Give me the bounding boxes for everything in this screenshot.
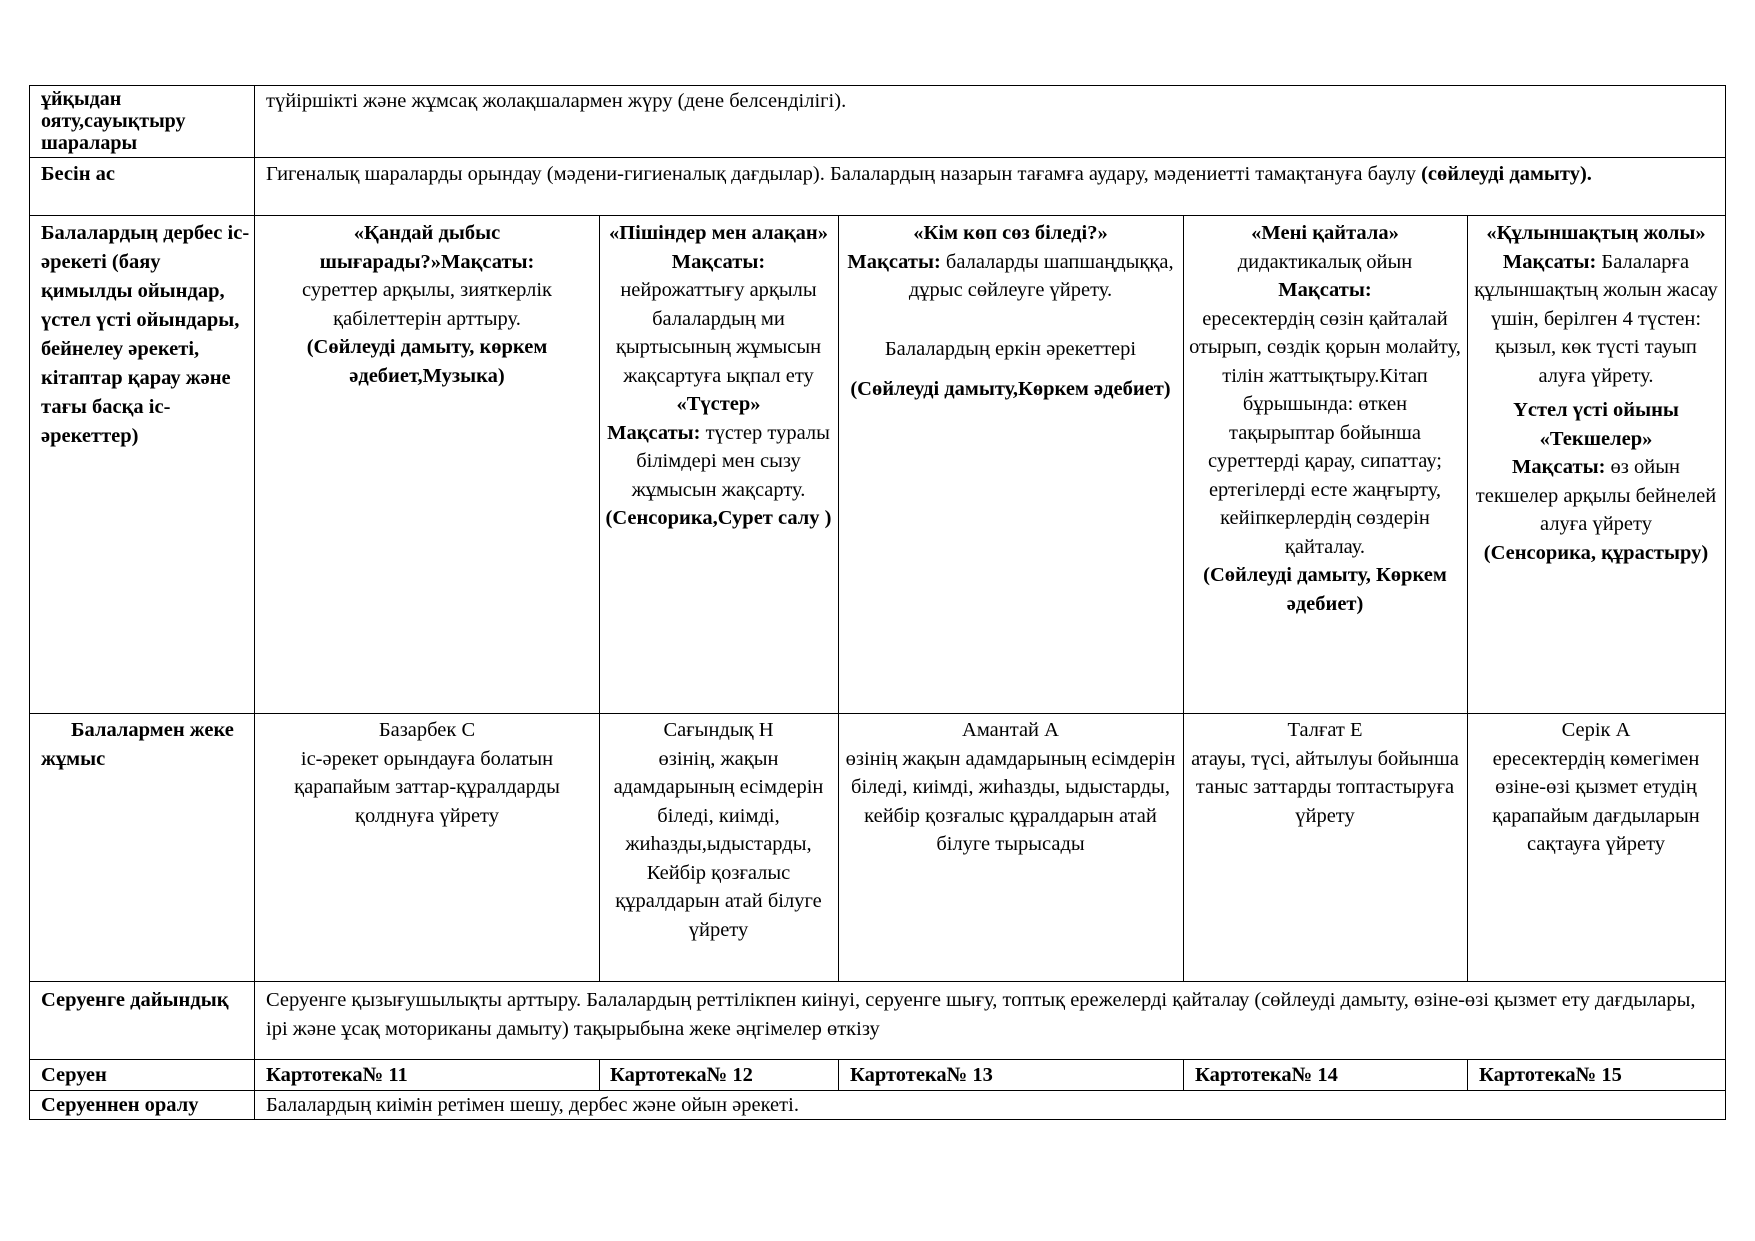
child-name: Талғат Е [1287, 719, 1363, 741]
individual-col4 [1189, 716, 1461, 830]
game-areas: (Сенсорика,Сурет салу ) [605, 507, 832, 529]
row-label-wakeup: ұйқыдан ояту,сауықтыру шаралары [41, 88, 186, 154]
individual-col2 [602, 716, 835, 944]
game-title: «Құлыншақтың жолы» [1486, 222, 1706, 244]
game-areas: (Сенсорика, құрастыру) [1483, 541, 1709, 564]
row-label-individual: Балалармен жеке жұмыс [41, 719, 234, 770]
child-name: Базарбек С [378, 719, 476, 741]
game-title: «Пішіндер мен алақан» Мақсаты: [608, 222, 828, 273]
independent-col1 [262, 219, 592, 390]
independent-col3 [844, 219, 1177, 404]
child-name: Сағындық Н [663, 719, 774, 741]
game-areas: (Сөйлеуді дамыту, көркем әдебиет,Музыка) [306, 336, 548, 387]
child-name: Серік А [1561, 719, 1631, 741]
game-goal-2: түстер туралы білімдері мен сызу жұмысын жақсарту. [631, 421, 830, 501]
game-goal: ересектердің сөзін қайталай отырып, сөздік қорын молайту, тілін жаттықтыру.Кітап бұрышында: өткен тақырыптар бойынша суреттерді қарау, сипаттау; ертегілерді есте жаңғырту, кейіпкерлердің сөздерін қайталау. [1189, 307, 1461, 558]
goal-label: Мақсаты: [1512, 456, 1606, 478]
row-label-snack: Бесін ас [41, 163, 115, 185]
card-5: Картотека№ 15 [1479, 1064, 1622, 1086]
individual-col3 [844, 716, 1177, 859]
card-4: Картотека№ 14 [1195, 1064, 1338, 1086]
child-task: ересектердің көмегімен өзіне-өзі қызмет етудің қарапайым дағдыларын сақтауға үйрету [1492, 747, 1700, 855]
individual-col5 [1471, 716, 1721, 859]
game-goal: балаларды шапшаңдыққа, дұрыс сөйлеуге үйрету. [908, 250, 1174, 301]
free-activity: Балалардың еркін әрекеттері [884, 337, 1137, 360]
row-label-return: Серуеннен оралу [41, 1094, 199, 1116]
row-text-wakeup: түйіршікті және жұмсақ жолақшалармен жүру (дене белсенділігі). [266, 90, 847, 112]
independent-col5 [1471, 219, 1721, 567]
game-title-2: «Түстер» [676, 393, 761, 415]
row-label-independent: Балалардың дербес іс-әрекеті (баяу қимылды ойындар, үстел үсті ойындары, бейнелеу әрекеті, кітаптар қарау және тағы басқа іс-әрекеттер) [41, 222, 250, 447]
row-label-walk-prep: Серуенге дайындық [41, 989, 229, 1011]
goal-label: Мақсаты: [847, 250, 941, 273]
game-subtitle: дидактикалық ойын [1237, 250, 1413, 273]
independent-col4 [1189, 219, 1461, 618]
snack-text: Гигеналық шараларды орындау (мәдени-гигиеналық дағдылар). Балалардың назарын тағамға аудару, мәдениетті тамақтануға баулу [266, 163, 1416, 185]
game-title: «Мені қайтала» [1251, 222, 1399, 244]
game-title: «Кім көп сөз біледі?» [913, 222, 1108, 244]
goal-label: Мақсаты: [1278, 279, 1372, 301]
child-task: атауы, түсі, айтылуы бойынша таныс заттарды топтастыруға үйрету [1191, 747, 1459, 827]
child-task: іс-әрекет орындауға болатын қарапайым заттар-құралдарды қолднуға үйрету [294, 747, 560, 827]
row-text-snack [266, 161, 1686, 188]
game-areas: (Сөйлеуді дамыту, Көркем әдебиет) [1203, 564, 1447, 615]
row-text-return: Балалардың киімін ретімен шешу, дербес және ойын әрекеті. [266, 1094, 799, 1116]
row-text-walk-prep: Серуенге қызығушылықты арттыру. Балалардың реттілікпен киінуі, серуенге шығу, топтық ережелерді қайталау (сөйлеуді дамыту, өзіне-өзі қызмет ету дағдылары, ірі және ұсақ моториканы дамыту) тақырыбына жеке әңгімелер өткізу [266, 989, 1696, 1040]
snack-area: (сөйлеуді дамыту). [1421, 163, 1592, 185]
child-name: Амантай А [962, 719, 1059, 741]
game-title-2: Үстел үсті ойыны «Текшелер» [1513, 399, 1679, 450]
card-3: Картотека№ 13 [850, 1064, 993, 1086]
child-task: өзінің, жақын адамдарының есімдерін біледі, киімді, жиһазды,ыдыстарды, Кейбір қозғалыс құралдарын атай білуге үйрету [613, 747, 824, 941]
card-2: Картотека№ 12 [610, 1064, 753, 1086]
independent-col2 [603, 219, 834, 533]
goal-label: Мақсаты: [1502, 250, 1597, 273]
game-goal: суреттер арқылы, зияткерлік қабілеттерін арттыру. [301, 279, 553, 330]
game-goal: Балаларға құлыншақтың жолын жасау үшін, берілген 4 түстен: қызыл, көк түсті тауып алуға үйрету. [1474, 250, 1718, 387]
game-goal: нейрожаттығу арқылы балалардың ми қыртысының жұмысын жақсартуға ықпал ету [615, 279, 822, 387]
game-title: «Қандай дыбыс шығарады?»Мақсаты: [319, 222, 535, 273]
child-task: өзінің жақын адамдарының есімдерін біледі, киімді, жиһазды, ыдыстарды, кейбір қозғалыс құралдарын атай білуге тырысады [845, 747, 1176, 855]
game-goal-2: өз ойын текшелер арқылы бейнелей алуға үйрету [1475, 456, 1717, 535]
card-1: Картотека№ 11 [266, 1064, 408, 1086]
individual-col1 [262, 716, 592, 830]
row-label-walk: Серуен [41, 1064, 107, 1086]
goal-label: Мақсаты: [607, 421, 701, 444]
game-areas: (Сөйлеуді дамыту,Көркем әдебиет) [850, 378, 1171, 400]
